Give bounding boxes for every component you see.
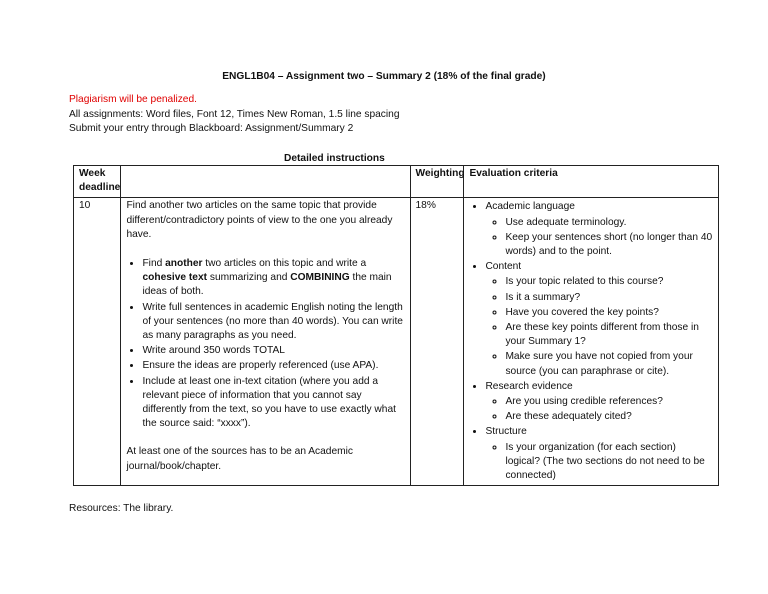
header-weighting: Weighting xyxy=(410,166,464,198)
intro-block xyxy=(69,93,719,137)
document-title: ENGL1B04 – Assignment two – Summary 2 (18% of the final grade) xyxy=(222,71,546,82)
criteria-list xyxy=(469,199,713,483)
criteria-group: • Structure ◦ Is your organization (for each section) logical? (The two sections do not need to be connected) xyxy=(485,424,713,483)
criteria-group: • Academic language ◦ Use adequate terminology. ◦ Keep your sentences short (no longer than 40 words) and to the point. xyxy=(485,199,713,259)
instruction-item: • Write full sentences in academic English noting the length of your sentences (no more than 40 words). You can write as many paragraphs as you need. xyxy=(142,300,404,344)
instruction-item: • Include at least one in-text citation (where you add a relevant piece of information that you cannot say differently from the text, so you have to use exactly what the source said: “xxxx”). xyxy=(142,374,404,432)
resources-footer: Resources: The library. xyxy=(69,503,174,514)
criteria-group: • Research evidence ◦ Are you using credible references? ◦ Are these adequately cited? xyxy=(485,379,713,425)
cell-criteria xyxy=(464,198,719,486)
instructions-closing: At least one of the sources has to be an Academic journal/book/chapter. xyxy=(126,446,353,472)
criteria-group: • Content ◦ Is your topic related to this course? ◦ Is it a summary? ◦ Have you covered the key points? ◦ Are these key points different from those in your Summary 1? ◦ Make sure you have not copied from your source (you can paraphrase or cite). xyxy=(485,259,713,379)
criteria-item: ◦ Is your organization (for each section) logical? (The two sections do not need to be connected) xyxy=(505,440,713,484)
instructions-table xyxy=(73,165,719,486)
instruction-item: • Find another two articles on this topic and write a cohesive text summarizing and COMBINING the main ideas of both. xyxy=(142,256,404,300)
table-row xyxy=(74,198,719,486)
header-evaluation-criteria: Evaluation criteria xyxy=(464,166,719,198)
cell-week: 10 xyxy=(74,198,121,486)
assignment-format-note: All assignments: Word files, Font 12, Times New Roman, 1.5 line spacing xyxy=(69,108,400,120)
submission-note: Submit your entry through Blackboard: Assignment/Summary 2 xyxy=(69,123,354,134)
header-week-deadline: Week deadline xyxy=(74,166,121,198)
criteria-item: ◦ Are these key points different from those in your Summary 1? xyxy=(505,320,713,349)
cell-weighting: 18% xyxy=(410,198,464,486)
instruction-item: • Ensure the ideas are properly referenced (use APA). xyxy=(142,358,404,373)
instructions-list xyxy=(126,256,404,431)
criteria-item: ◦ Make sure you have not copied from your source (you can paraphrase or cite). xyxy=(505,349,713,378)
header-instructions xyxy=(121,166,410,198)
criteria-item: ◦ Is it a summary? xyxy=(505,290,713,305)
criteria-item: ◦ Is your topic related to this course? xyxy=(505,274,713,289)
instructions-intro: Find another two articles on the same topic that provide different/contradictory points of view to the one you already have. xyxy=(126,200,393,240)
instruction-item: • Write around 350 words TOTAL xyxy=(142,343,404,358)
table-heading: Detailed instructions xyxy=(284,153,385,164)
criteria-item: ◦ Have you covered the key points? xyxy=(505,305,713,320)
criteria-item: ◦ Keep your sentences short (no longer than 40 words) and to the point. xyxy=(505,230,713,259)
table-header-row xyxy=(74,166,719,198)
cell-instructions xyxy=(121,198,410,486)
criteria-item: ◦ Are these adequately cited? xyxy=(505,409,713,424)
plagiarism-note: Plagiarism will be penalized. xyxy=(69,94,197,105)
criteria-item: ◦ Are you using credible references? xyxy=(505,394,713,409)
criteria-item: ◦ Use adequate terminology. xyxy=(505,215,713,230)
